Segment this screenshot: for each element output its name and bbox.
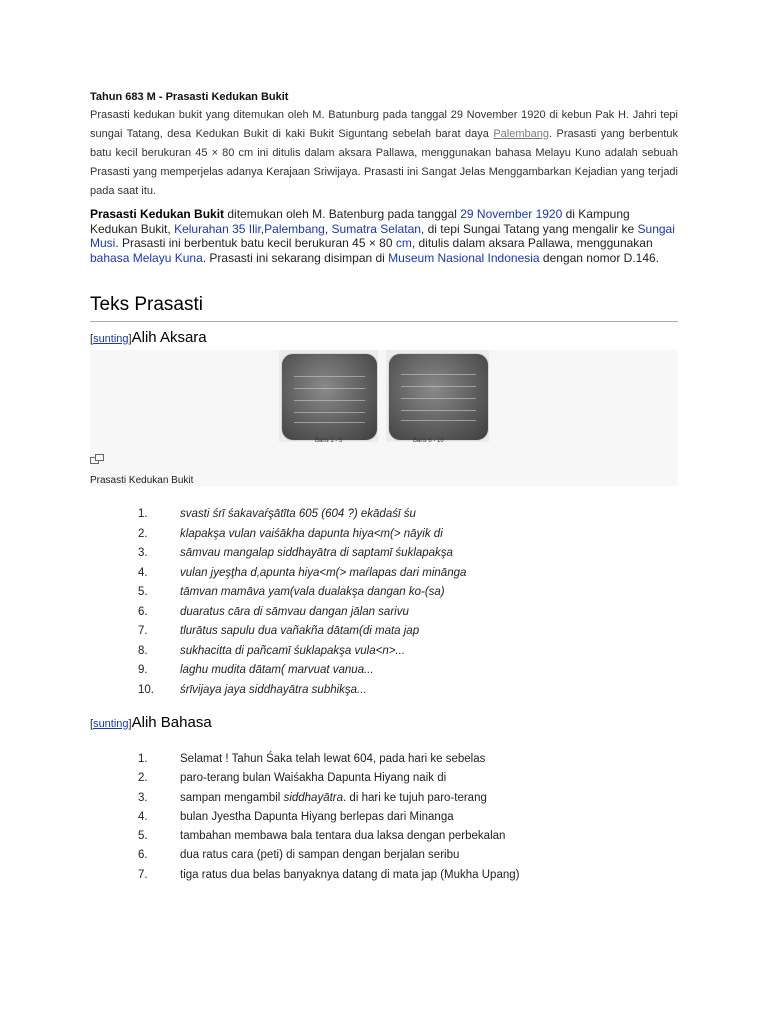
line-number: 2. <box>138 772 148 785</box>
link-sumatra-selatan[interactable]: Sumatra Selatan <box>331 221 421 236</box>
script-line <box>294 376 365 377</box>
line-number: 9. <box>138 664 148 676</box>
script-line <box>401 374 476 375</box>
list-item <box>90 684 678 704</box>
link-kelurahan[interactable]: Kelurahan 35 Ilir <box>174 221 261 236</box>
text-span: , di tepi Sungai Tatang yang mengalir ke <box>420 221 638 236</box>
intro-text-cont: . Prasasti yang berbentuk batu kecil berukuran 45 × 80 cm ini ditulis dalam aksara Pallawa, menggunakan bahasa Melayu Kuno adalah sebuah Prasasti yang memperjelas adanya Kerajaan Sriwijaya. Prasasti ini Sangat Jelas Menggambarkan Kejadian yang terjadi pada saat itu. <box>90 128 678 197</box>
script-line <box>401 398 476 399</box>
intro-text: Prasasti kedukan bukit yang ditemukan oleh M. Batunburg pada tanggal 29 November 1920 di kebun Pak H. Jahri tepi sungai Tatang, desa Kedukan Bukit di kaki Bukit Siguntang sebelah barat daya <box>90 109 678 140</box>
line-number: 4. <box>138 566 148 579</box>
line-text: tiga ratus dua belas banyaknya datang di mata jap (Mukha Upang) <box>180 868 520 881</box>
script-line <box>401 410 476 411</box>
link-date[interactable]: 29 November 1920 <box>460 207 563 221</box>
line-number: 2. <box>138 527 148 540</box>
line-text: tāmvan mamāva yam(vala dualakşa dangan ko-(sa) <box>180 586 445 598</box>
list-item <box>90 664 678 684</box>
line-number: 1. <box>138 753 148 765</box>
script-line <box>294 400 365 401</box>
line-number: 4. <box>138 810 148 823</box>
text-span: di Kampung Kedukan Bukit, <box>90 207 630 236</box>
line-number: 6. <box>138 605 148 618</box>
link-palembang[interactable]: Palembang <box>493 128 549 140</box>
article-paragraph <box>90 207 678 265</box>
line-text: sāmvau mangalap siddhayātra di saptamī śuklapakşa <box>180 547 453 559</box>
line-number: 3. <box>138 547 148 559</box>
inscription-photo-1[interactable] <box>281 353 378 441</box>
list-item <box>90 606 678 626</box>
line-text <box>180 792 487 804</box>
edit-link-wrapper: [sunting] <box>90 333 132 345</box>
line-number: 6. <box>138 849 148 862</box>
line-text: sukhacitta di pañcamī śuklapakşa vula<n>... <box>180 644 406 657</box>
list-item <box>90 830 678 849</box>
line-text: klapakşa vulan vaiśākha dapunta hiya<m(> nāyik di <box>180 527 443 540</box>
link-bahasa-melayu-kuna[interactable]: bahasa Melayu Kuna <box>90 250 203 265</box>
line-number: 8. <box>138 644 148 657</box>
script-line <box>294 412 365 413</box>
script-line <box>401 386 476 387</box>
figure-caption: Prasasti Kedukan Bukit <box>90 475 194 486</box>
line-text-part: . di hari ke tujuh paro-terang <box>343 791 487 804</box>
text-span: , <box>324 221 332 236</box>
line-text: vulan jyeşţha d,apunta hiya<m(> maŕlapas dari minānga <box>180 566 467 579</box>
line-text-italic: siddhayātra <box>283 791 344 804</box>
line-text-part: sampan mengambil <box>180 791 284 804</box>
photo-caption-1: Baris 1 - 5 <box>315 438 343 444</box>
text-span: . Prasasti ini berbentuk batu kecil berukuran 45 × 80 <box>115 236 396 251</box>
subsection-title: Alih Aksara <box>131 329 207 346</box>
section-heading: Teks Prasasti <box>90 294 678 322</box>
line-number: 5. <box>138 586 148 598</box>
line-text: paro-terang bulan Waiśakha Dapunta Hiyang naik di <box>180 772 447 785</box>
list-item <box>90 753 678 772</box>
paragraph-title: Tahun 683 M - Prasasti Kedukan Bukit <box>90 91 289 103</box>
intro-paragraph <box>90 106 678 201</box>
script-line <box>294 422 365 423</box>
subsection-heading-bahasa <box>90 714 212 731</box>
text-span: . Prasasti ini sekarang disimpan di <box>202 250 389 265</box>
line-text: śrīvijaya jaya siddhayātra subhikşa... <box>180 683 367 696</box>
text-span: dengan nomor D.146. <box>539 250 660 265</box>
list-item <box>90 567 678 587</box>
list-item <box>90 792 678 811</box>
list-item <box>90 849 678 868</box>
list-item <box>90 772 678 791</box>
list-item <box>90 625 678 645</box>
line-text: duaratus cāra di sāmvau dangan jālan sarivu <box>180 605 409 618</box>
line-text: tambahan membawa bala tentara dua laksa dengan perbekalan <box>180 830 506 843</box>
line-number: 7. <box>138 868 148 881</box>
link-museum-nasional[interactable]: Museum Nasional Indonesia <box>388 250 540 265</box>
line-number: 1. <box>138 508 148 520</box>
subsection-title: Alih Bahasa <box>131 714 212 731</box>
list-item <box>90 811 678 830</box>
text-span: , ditulis dalam aksara Pallawa, menggunakan <box>411 236 653 251</box>
subsection-heading-aksara <box>90 329 207 346</box>
list-item <box>90 508 678 528</box>
line-text: dua ratus cara (peti) di sampan dengan berjalan seribu <box>180 849 460 862</box>
line-text: Selamat ! Tahun Śaka telah lewat 604, pada hari ke sebelas <box>180 753 486 765</box>
translation-list <box>90 753 678 888</box>
list-item <box>90 869 678 888</box>
line-text: bulan Jyestha Dapunta Hiyang berlepas dari Minanga <box>180 810 454 823</box>
article-subject: Prasasti Kedukan Bukit <box>90 207 225 221</box>
link-cm[interactable]: cm <box>395 236 412 251</box>
edit-link[interactable]: sunting <box>93 718 129 730</box>
text-span: ditemukan oleh M. Batenburg pada tanggal <box>224 207 461 221</box>
edit-link-wrapper: [sunting] <box>90 718 132 730</box>
link-palembang-2[interactable]: Palembang <box>264 221 325 236</box>
link-sungai-musi[interactable]: Sungai Musi <box>90 221 675 251</box>
line-number: 7. <box>138 625 148 637</box>
list-item <box>90 528 678 548</box>
line-number: 3. <box>138 791 148 804</box>
line-number: 10. <box>138 683 154 696</box>
line-text: laghu mudita dātam( marvuat vanua... <box>180 664 374 676</box>
transliteration-list <box>90 508 678 703</box>
script-line <box>294 388 365 389</box>
list-item <box>90 645 678 665</box>
edit-link[interactable]: sunting <box>93 333 129 345</box>
line-number: 5. <box>138 830 148 843</box>
inscription-figure <box>90 350 678 486</box>
line-text: tlurātus sapulu dua vañakña dātam(di mata jap <box>180 625 420 637</box>
photo-caption-2: Baris 6 - 10 <box>413 438 444 444</box>
list-item <box>90 586 678 606</box>
script-line <box>401 420 476 421</box>
list-item <box>90 547 678 567</box>
text-span: , <box>260 221 265 236</box>
line-text: svasti śrī śakavaŕşātīta 605 (604 ?) ekādaśī śu <box>180 508 416 520</box>
enlarge-icon[interactable] <box>90 454 104 464</box>
inscription-photo-2[interactable] <box>388 353 489 441</box>
